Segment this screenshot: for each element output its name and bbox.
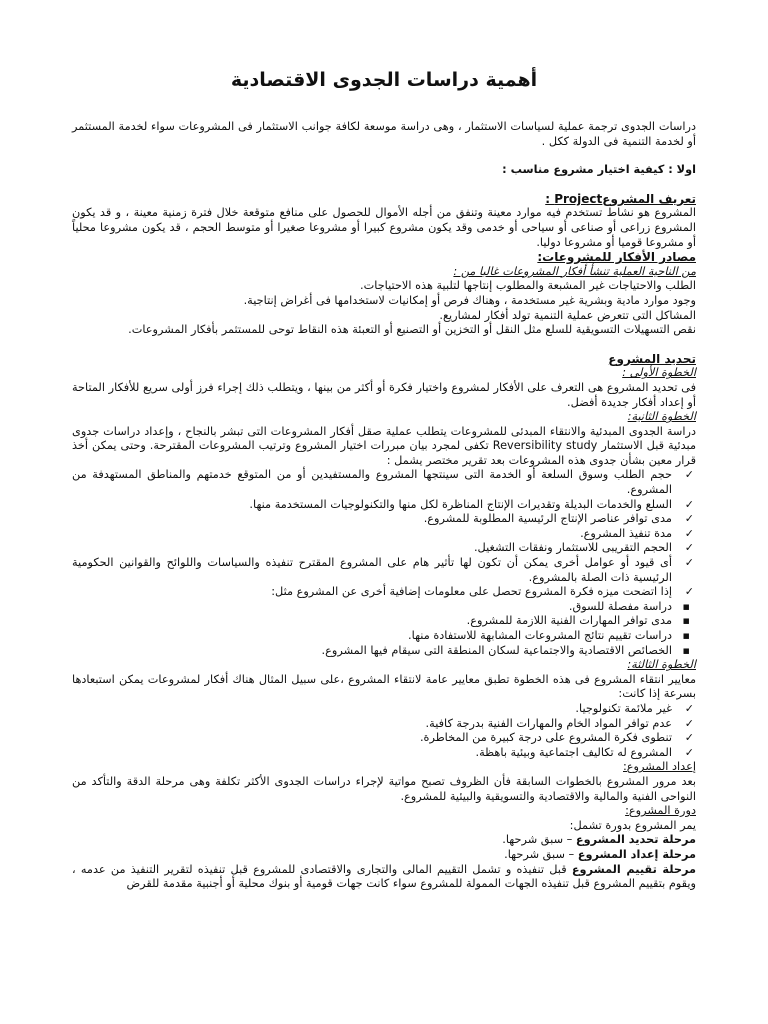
list-item: ✓ الحجم التقريبى للاستثمار ونفقات التشغيل.	[72, 541, 672, 556]
list-item: ✓ المشروع له تكاليف اجتماعية وبيئية باهظة.	[72, 746, 672, 761]
list-item: ✓ عدم توافر المواد الخام والمهارات الفنية بدرجة كافية.	[72, 717, 672, 732]
cycle-item	[72, 833, 696, 848]
intro-paragraph: دراسات الجدوى ترجمة عملية لسياسات الاستثمار ، وهى دراسة موسعة لكافة جوانب الاستثمار فى المشروعات سواء لخدمة المستثمر أو لخدمة التنمية فى الدولة ككل .	[72, 120, 696, 148]
list-item: ✓ مدة تنفيذ المشروع.	[72, 527, 672, 542]
document-title: أهمية دراسات الجدوى الاقتصادية	[230, 69, 538, 91]
document-page	[72, 60, 696, 892]
sources-line: نقص التسهيلات التسويقية للسلع مثل النقل أو التخزين أو التصنيع أو التعبئة هذه النقاط توحى للمستثمر بأفكار المشروعات.	[128, 323, 696, 337]
step3-paragraph: معايير انتقاء المشروع فى هذه الخطوة تطبق معايير عامة لانتقاء المشروع ،على سبيل المثال هناك أفكار لمشروعات يمكن استبعادها بسرعة إذا كانت:	[72, 672, 696, 701]
cycle-intro: يمر المشروع بدورة تشمل:	[569, 818, 696, 832]
step1-paragraph: فى تحديد المشروع هى التعرف على الأفكار لمشروع واختيار فكرة أو أكثر من بينها ، ويتطلب ذلك إجراء فرز أولى سريع للأفكار المتاحة أو إعداد أفكار جديدة أفضل.	[72, 380, 696, 409]
list-item: ✓ إذا اتضحت ميزه فكرة المشروع تحصل على معلومات إضافية أخرى عن المشروع مثل:	[72, 585, 672, 600]
step3-title: الخطوة الثالثة:	[627, 658, 696, 672]
cycle-item-label: مرحلة تحديد المشروع	[575, 833, 696, 847]
list-item: ✓ السلع والخدمات البديلة وتقديرات الإنتاج المناظرة لكل منها والتكنولوجيات المستخدمة منها.	[72, 498, 672, 513]
sources-line: الطلب والاحتياجات غير المشبعة والمطلوب إنتاجها لتلبية هذه الاحتياجات.	[360, 279, 696, 293]
prep-paragraph: بعد مرور المشروع بالخطوات السابقة فأن الظروف تصبح مواتية لإجراء دراسات الجدوى الأكثر تكلفة وهى مرحلة الدقة والتأكد من النواحى الفنية والمالية والاقتصادية والتسويقية والبيئية للمشروع.	[72, 774, 696, 803]
step2-extra-list	[72, 600, 696, 658]
list-item: ▪ مدى توافر المهارات الفنية اللازمة للمشروع.	[72, 614, 672, 629]
definition-paragraph: المشروع هو نشاط تستخدم فيه موارد معينة وتنفق من أجله الأموال للحصول على منافع متوقعة خلال فترة زمنية معينة ، و قد يكون المشروع زراعى أو صناعى أو سياحى أو خدمى وقد يكون مشروع كبيرا أو مشروعا صغيرا أو متوسط الحجم ، قد يكون مشروعا محلياً أو مشروعا قوميا أو مشروعا دوليا.	[72, 206, 696, 249]
list-item: ✓ غير ملائمة تكنولوجيا.	[72, 702, 672, 717]
sources-line: المشاكل التى تتعرض عملية التنمية تولد أفكار لمشاريع.	[439, 308, 696, 322]
cycle-item-text: – سبق شرحها.	[502, 833, 576, 847]
cycle-item	[72, 848, 696, 863]
cycle-item-text: قبل تنفيذه و تشمل التقييم المالى والتجارى والاقتصادى للمشروع قبل تنفيذه لتقرير التنفيذ من عدمه ، ويقوم بتقييم المشروع قبل تنفيذه الجهات الممولة للمشروع سواء كانت جهات قومية أو بنوك محلية أو أجنبية مقدمة للقرض	[72, 862, 696, 891]
list-item: ✓ تنطوى فكرة المشروع على درجة كبيرة من المخاطرة.	[72, 731, 672, 746]
list-item: ✓ أى قيود أو عوامل أخرى يمكن أن تكون لها تأثير هام على المشروع المقترح تنفيذه والسياسات واللوائح والقوانين الحكومية الرئيسية ذات الصلة بالمشروع.	[72, 556, 672, 585]
sources-heading: مصادر الأفكار للمشروعات:	[537, 250, 696, 265]
cycle-item-label: مرحلة إعداد المشروع	[577, 847, 696, 861]
cycle-title: دورة المشروع:	[625, 804, 696, 818]
step1-title: الخطوة الأولى :	[622, 366, 696, 380]
sources-line: وجود موارد مادية وبشرية غير مستخدمة ، وهناك فرص أو إمكانيات لاستخدامها فى أغراض إنتاجية.	[243, 293, 696, 307]
sources-subheading: من الناحية العملية تنشأ أفكار المشروعات غالبا من :	[453, 264, 696, 278]
cycle-item	[72, 863, 696, 892]
step2-paragraph: دراسة الجدوى المبدئية والانتقاء المبدئى للمشروعات يتطلب عملية صقل أفكار المشروعات التى تبشر بالنجاح ، وإعداد دراسات جدوى مبدئية قبل الاستثمار Reversibility study تكفى لمجرد بيان مبررات اختيار المشروع وترتيب المشروعات المقترحة. وحتى يمكن أخذ قرار معين بشأن جدوى هذه المشروعات بعد تقرير مختصر يشمل :	[72, 424, 696, 467]
step2-list	[72, 468, 696, 599]
prep-title: إعداد المشروع:	[623, 760, 696, 774]
define-project-heading: تحديد المشروع	[608, 351, 696, 366]
list-item: ▪ دراسات تقييم نتائج المشروعات المشابهة للاستفادة منها.	[72, 629, 672, 644]
cycle-item-text: – سبق شرحها.	[504, 847, 578, 861]
section1-heading: اولا : كيفية اختيار مشروع مناسب :	[502, 163, 696, 177]
list-item: ✓ مدى توافر عناصر الإنتاج الرئيسية المطلوبة للمشروع.	[72, 512, 672, 527]
list-item: ▪ الخصائص الاقتصادية والاجتماعية لسكان المنطقة التى سيقام فيها المشروع.	[72, 644, 672, 659]
cycle-item-label: مرحلة تقييم المشروع	[571, 862, 696, 876]
list-item: ▪ دراسة مفصلة للسوق.	[72, 600, 672, 615]
step2-title: الخطوة الثانية:	[627, 410, 696, 424]
definition-heading: تعريف المشروعProject :	[545, 191, 696, 206]
list-item: ✓ حجم الطلب وسوق السلعة أو الخدمة التى سينتجها المشروع والمستفيدين أو من المتوقع خدمتهم والمناطق المستهدفة من المشروع.	[72, 468, 672, 497]
step3-list	[72, 702, 696, 760]
